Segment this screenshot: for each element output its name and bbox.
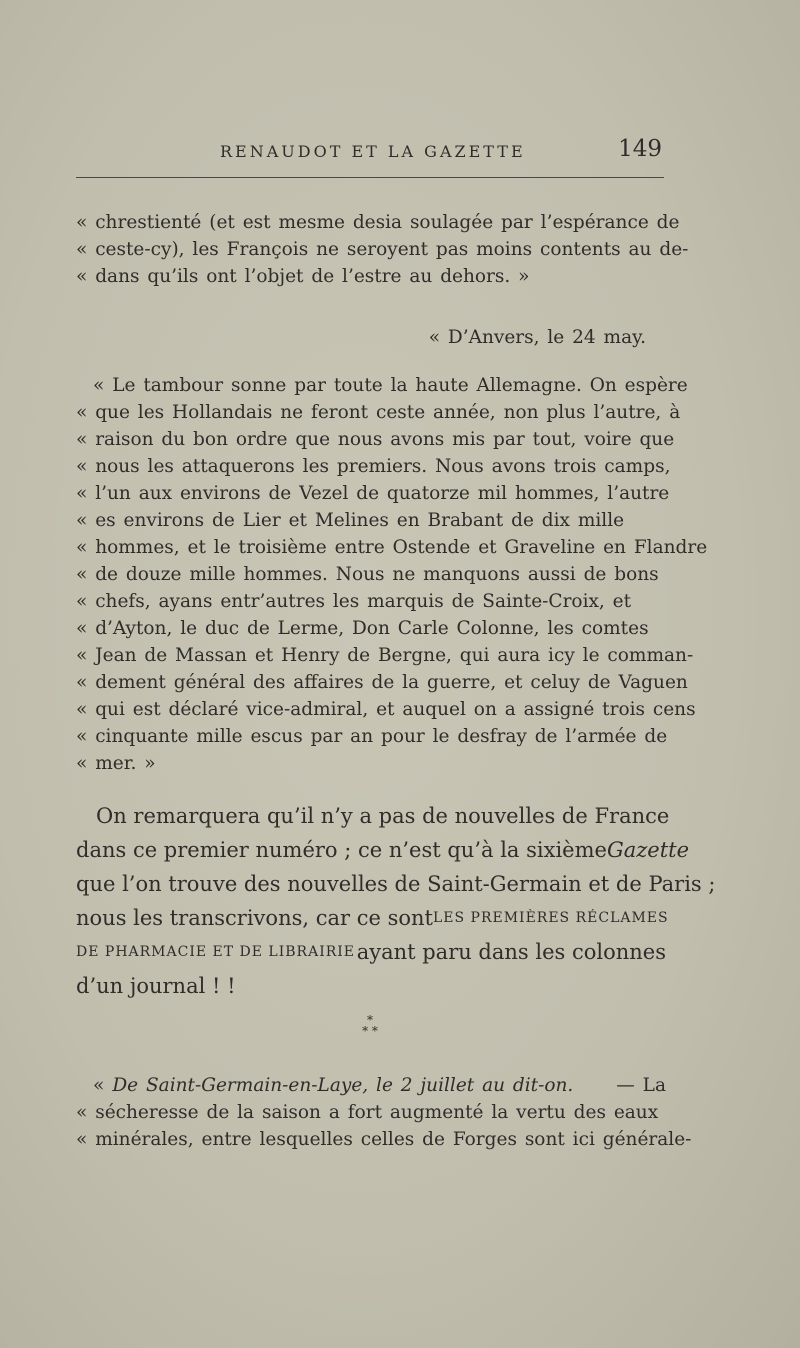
text-line: « Le tambour sonne par toute la haute Allemagne. On espère [93, 375, 688, 396]
text-line: « ceste-cy), les François ne seroyent pas moins contents au de- [76, 239, 689, 260]
text-line: « hommes, et le troisième entre Ostende et Graveline en Flandre [76, 537, 708, 558]
text-line: « que les Hollandais ne feront ceste année, non plus l’autre, à [76, 402, 681, 423]
small-caps-text: DE PHARMACIE ET DE LIBRAIRIE [76, 944, 356, 960]
quote-block-3 [76, 1072, 692, 1153]
text-line: d’un journal ! ! [76, 974, 236, 998]
text-line [76, 901, 669, 935]
quote-block-1 [76, 209, 689, 290]
header-rule [76, 177, 664, 178]
text-line: « d’Ayton, le duc de Lerme, Don Carle Colonne, les comtes [76, 618, 649, 639]
asterism-bottom: * * [362, 1024, 378, 1038]
text-line: « dans qu’ils ont l’objet de l’estre au dehors. » [76, 266, 530, 287]
running-head [76, 136, 664, 168]
text-line: « nous les attaquerons les premiers. Nous avons trois camps, [76, 456, 671, 477]
running-title: RENAUDOT ET LA GAZETTE [220, 142, 526, 161]
page-number: 149 [618, 136, 662, 162]
text-line: que l’on trouve des nouvelles de Saint-Germain et de Paris ; [76, 872, 716, 896]
quote-block-2 [76, 372, 708, 777]
text-segment: « [93, 1075, 105, 1096]
text-line [76, 833, 690, 867]
text-line: « chefs, ayans entr’autres les marquis de Sainte-Croix, et [76, 591, 632, 612]
italic-dateline: De Saint-Germain-en-Laye, le 2 juillet au dit-on. [112, 1075, 574, 1096]
text-line: « es environs de Lier et Melines en Brabant de dix mille [76, 510, 625, 531]
dateline: « D’Anvers, le 24 may. [428, 327, 646, 348]
text-line: « raison du bon ordre que nous avons mis par tout, voire que [76, 429, 675, 450]
text-line: « chrestienté (et est mesme desia soulagée par l’espérance de [76, 212, 680, 233]
text-line [76, 1072, 666, 1099]
text-line: « dement général des affaires de la guerre, et celuy de Vaguen [76, 672, 688, 693]
text-line: « Jean de Massan et Henry de Bergne, qui aura icy le comman- [76, 645, 694, 666]
text-line: « cinquante mille escus par an pour le desfray de l’armée de [76, 726, 668, 747]
text-line [76, 935, 666, 969]
italic-title: Gazette [606, 838, 690, 862]
text-segment: dans ce premier numéro ; ce n’est qu’à la sixième [76, 838, 607, 862]
dateline-block [76, 324, 666, 351]
text-line: « sécheresse de la saison a fort augmenté la vertu des eaux [76, 1102, 659, 1123]
text-line: « de douze mille hommes. Nous ne manquons aussi de bons [76, 564, 659, 585]
text-segment: ayant paru dans les colonnes [356, 940, 666, 964]
text-line: « mer. » [76, 753, 156, 774]
text-line: « l’un aux environs de Vezel de quatorze mil hommes, l’autre [76, 483, 670, 504]
body-paragraph [76, 799, 716, 1003]
text-segment: — La [616, 1075, 666, 1096]
text-segment: nous les transcrivons, car ce sont [76, 906, 433, 930]
small-caps-text: LES PREMIÈRES RÉCLAMES [432, 910, 669, 926]
asterism-separator [340, 1015, 400, 1045]
text-line: « qui est déclaré vice-admiral, et auquel on a assigné trois cens [76, 699, 696, 720]
text-line: On remarquera qu’il n’y a pas de nouvelles de France [96, 804, 670, 828]
asterism-top: * [367, 1013, 373, 1027]
text-line: « minérales, entre lesquelles celles de Forges sont ici générale- [76, 1129, 692, 1150]
